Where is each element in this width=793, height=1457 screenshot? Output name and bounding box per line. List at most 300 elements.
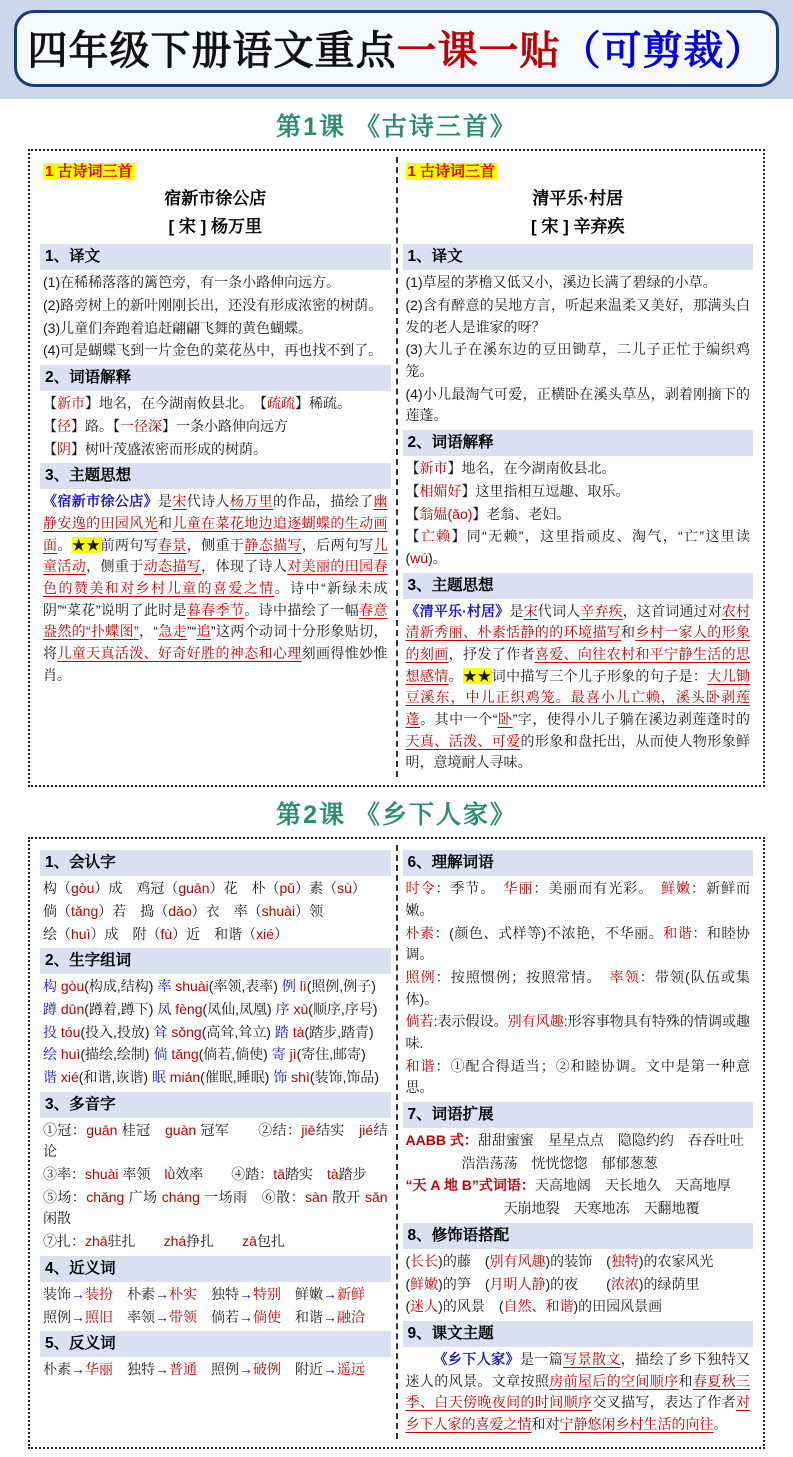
text-run: tà bbox=[292, 1023, 305, 1040]
text-line bbox=[406, 967, 751, 1010]
text-line bbox=[43, 878, 388, 900]
text-run: 新市 bbox=[57, 395, 85, 412]
lesson-heading: 第1课 《古诗三首》 bbox=[276, 113, 517, 141]
text-run: ，抒发了作者 bbox=[448, 646, 535, 663]
text-run: 遥远 bbox=[337, 1361, 365, 1378]
text-run: 率领 bbox=[118, 1166, 165, 1183]
text-run: 冠军 ②结： bbox=[196, 1121, 302, 1138]
text-run: (顺序,序号) bbox=[308, 1000, 378, 1017]
text-run: (蹲着,蹲下) bbox=[84, 1000, 158, 1017]
text-run: 写景散文 bbox=[563, 1350, 621, 1367]
column-divider bbox=[396, 157, 398, 777]
text-run: 带领 bbox=[169, 1308, 197, 1325]
text-run: 例 bbox=[281, 978, 300, 995]
text-run: 《宿新市徐公店》 bbox=[43, 493, 158, 510]
text-run: ( bbox=[405, 1298, 411, 1315]
text-line bbox=[406, 481, 751, 503]
title-banner-box bbox=[14, 10, 779, 87]
text-run: 宋 bbox=[172, 493, 187, 510]
text-run: (和谐,诙谐) bbox=[78, 1068, 152, 1085]
block-heading: 5、反义词 bbox=[40, 1331, 391, 1357]
text-run: 自然、和谐 bbox=[503, 1298, 574, 1315]
text-run: tóu bbox=[60, 1023, 81, 1040]
text-run: jì bbox=[289, 1046, 297, 1063]
text-run: mián bbox=[169, 1068, 201, 1085]
text-run: dūn bbox=[60, 1000, 85, 1017]
text-run: 春夏秋三季、白天傍晚夜间的时间顺序 bbox=[405, 1372, 751, 1411]
block-heading: 1、会认字 bbox=[40, 850, 391, 876]
text-run: zā bbox=[242, 1233, 257, 1250]
text-run: 喜爱、向往农村和平宁静生活的思想感情 bbox=[405, 646, 751, 684]
text-run: ，体现了诗人 bbox=[201, 558, 288, 575]
text-run: 寄 bbox=[271, 1046, 290, 1063]
text-run: sǒng bbox=[171, 1023, 202, 1040]
text-run: ，描绘了乡下独特又迷人的风景。文章按照 bbox=[405, 1350, 751, 1389]
text-line bbox=[43, 491, 388, 686]
text-run: 独特 bbox=[113, 1361, 155, 1378]
text-run: tā bbox=[273, 1166, 285, 1183]
text-run: 照例 bbox=[197, 1361, 239, 1378]
text-run: 相媚好 bbox=[419, 482, 462, 499]
text-line bbox=[406, 458, 751, 480]
text-run: ”“ bbox=[186, 623, 197, 640]
text-run: ）成 附（ bbox=[90, 925, 161, 942]
text-line bbox=[406, 1153, 751, 1175]
text-run: )的农家风光 bbox=[638, 1252, 714, 1269]
text-run: 房前屋后的空间顺序 bbox=[549, 1372, 679, 1389]
text-run: (照例,例子) bbox=[306, 978, 376, 995]
text-run: 谐 bbox=[43, 1068, 61, 1085]
text-run: 和 bbox=[157, 514, 173, 531]
text-run: 独特 bbox=[197, 1285, 239, 1302]
text-run: 乡村一家人的形象的刻画 bbox=[405, 624, 751, 663]
text-run: (1)在稀稀落落的篱笆旁，有一条小路伸向远方。 bbox=[43, 274, 341, 291]
text-run: ：按照惯例；按照常情。 bbox=[435, 968, 610, 985]
lesson-tag-label: 1 古诗词三首 bbox=[407, 163, 496, 180]
text-run: sàn bbox=[304, 1188, 328, 1205]
text-run: ）素（ bbox=[295, 880, 338, 897]
text-line bbox=[43, 976, 388, 998]
text-run: ★★ bbox=[462, 667, 492, 684]
text-run: 对乡下人家的喜爱之情 bbox=[405, 1394, 751, 1432]
text-run: 踏 bbox=[274, 1023, 293, 1040]
text-run: 和谐 bbox=[405, 1057, 436, 1074]
text-run: 春意盎然的“扑蝶图” bbox=[43, 601, 388, 640]
text-run: 和对 bbox=[531, 1415, 560, 1432]
text-run: 翁媪(ǎo) bbox=[419, 505, 473, 522]
text-run: 广场 bbox=[124, 1188, 162, 1205]
text-line bbox=[406, 1175, 751, 1197]
text-run: shuài bbox=[261, 902, 296, 919]
text-run: ：和睦协调。 bbox=[405, 924, 751, 963]
text-run: 】这里指相互逗趣、取乐。 bbox=[461, 482, 630, 499]
text-run: 率 bbox=[157, 978, 176, 995]
text-run: tǎng bbox=[171, 1046, 199, 1063]
text-run: (1)草屋的茅檐又低又小，溪边长满了碧绿的小草。 bbox=[405, 274, 717, 291]
text-run: lǜ bbox=[164, 1166, 176, 1183]
text-run: “天 A 地 B”式词语： bbox=[405, 1177, 535, 1194]
text-run: 】路。【 bbox=[71, 417, 120, 434]
text-run: 闲散 bbox=[43, 1210, 71, 1227]
text-line bbox=[406, 601, 751, 775]
text-line bbox=[406, 384, 751, 427]
text-run: shuài bbox=[175, 978, 209, 995]
lesson-tag bbox=[43, 160, 388, 183]
text-run: 迷人 bbox=[410, 1298, 439, 1315]
text-run: zhā bbox=[85, 1233, 108, 1250]
text-run: 【 bbox=[43, 440, 57, 457]
lesson-column-right bbox=[399, 845, 758, 1439]
text-line bbox=[406, 1296, 751, 1318]
text-run: 鲜嫩 bbox=[281, 1285, 323, 1302]
text-run: (率领,表率) bbox=[208, 978, 282, 995]
text-run: 】地名，在今湖南攸县北。 【 bbox=[85, 395, 267, 412]
block-heading: 9、课文主题 bbox=[403, 1321, 754, 1347]
text-line bbox=[43, 999, 388, 1021]
text-run: )的藤 ( bbox=[438, 1252, 490, 1269]
text-run: 结实 bbox=[315, 1121, 360, 1138]
text-run: 急走 bbox=[157, 623, 187, 640]
text-run: 一径深 bbox=[120, 417, 162, 434]
text-run: (4)可是蝴蝶飞到一片金色的菜花丛中，再也找不到了。 bbox=[43, 342, 383, 359]
text-run: gòu bbox=[60, 978, 85, 995]
title-banner bbox=[0, 0, 793, 99]
text-run: 和 bbox=[678, 1372, 693, 1389]
text-run: guān bbox=[178, 880, 210, 897]
text-run: (凤仙,凤凰) bbox=[202, 1000, 276, 1017]
block-heading: 3、多音字 bbox=[40, 1092, 391, 1118]
text-run: )的笋 ( bbox=[438, 1275, 490, 1292]
text-run: 。 bbox=[713, 1415, 728, 1432]
text-run: 和谐 bbox=[281, 1308, 323, 1325]
text-run: 动态描写 bbox=[143, 558, 202, 575]
text-run: 破例 bbox=[253, 1361, 281, 1378]
text-run: → bbox=[239, 1285, 253, 1302]
poem-title bbox=[43, 185, 388, 241]
text-run: 和 bbox=[621, 624, 636, 641]
text-run: 】地名，在今湖南攸县北。 bbox=[447, 460, 616, 477]
text-line bbox=[43, 416, 388, 438]
text-line bbox=[43, 1307, 388, 1329]
text-run: 一场雨 ⑥散： bbox=[199, 1188, 305, 1205]
text-run: 径 bbox=[57, 417, 71, 434]
text-line bbox=[406, 1274, 751, 1296]
poem-title-line: [ 宋 ] 辛弃疾 bbox=[531, 217, 625, 237]
text-run: 华丽 bbox=[503, 880, 534, 897]
text-line bbox=[43, 439, 388, 461]
text-run: 时令 bbox=[405, 880, 436, 897]
text-run: 独特 bbox=[610, 1252, 639, 1269]
text-run: ）成 鸡冠（ bbox=[94, 880, 179, 897]
text-run: 亡赖 bbox=[420, 528, 452, 545]
text-run: ⑤场： bbox=[43, 1188, 87, 1205]
text-run: 代词人 bbox=[537, 602, 581, 619]
text-run: xù bbox=[293, 1000, 309, 1017]
text-line bbox=[406, 295, 751, 338]
text-run: ：美丽而有光彩。 bbox=[533, 880, 662, 897]
text-run: 【 bbox=[43, 417, 57, 434]
text-line bbox=[406, 923, 751, 966]
text-run: shì bbox=[291, 1068, 310, 1085]
text-run: 融洽 bbox=[337, 1308, 365, 1325]
text-line bbox=[43, 1044, 388, 1066]
text-run: → bbox=[71, 1285, 85, 1302]
text-run: 。 bbox=[448, 667, 463, 684]
text-run: 】树叶茂盛浓密而形成的树荫。 bbox=[71, 440, 267, 457]
text-run: 结论 bbox=[43, 1121, 388, 1160]
text-line bbox=[43, 1359, 388, 1381]
text-run: ①冠： bbox=[43, 1121, 87, 1138]
text-run: ③率： bbox=[43, 1166, 85, 1183]
text-run: 鲜嫩 bbox=[410, 1275, 439, 1292]
text-line bbox=[406, 526, 751, 569]
text-run: 是一篇 bbox=[519, 1350, 564, 1367]
text-run: 交叉描写，表达了作者 bbox=[592, 1394, 737, 1411]
text-run: → bbox=[155, 1361, 169, 1378]
text-run: 月明人静 bbox=[489, 1275, 546, 1292]
text-run: (2)含有醉意的吴地方言，听起来温柔又美好，那满头白发的老人是谁家的呀？ bbox=[405, 297, 750, 335]
text-run: ，“ bbox=[138, 623, 158, 640]
text-run: 。诗中“新绿未成阴”“菜花”说明了此时是 bbox=[43, 579, 388, 618]
text-run: ，后两句写 bbox=[301, 536, 374, 553]
text-run: 。其中一个“ bbox=[420, 711, 498, 728]
text-run: → bbox=[155, 1308, 169, 1325]
text-run: 】稀疏。 bbox=[295, 395, 351, 412]
text-run: 刻画得惟妙惟肖。 bbox=[43, 645, 388, 683]
text-line bbox=[43, 1231, 388, 1253]
text-run: 别有风趣 bbox=[489, 1252, 546, 1269]
text-run: ，侧重于 bbox=[86, 558, 144, 575]
text-run: 率领 bbox=[113, 1308, 155, 1325]
text-run: → bbox=[323, 1285, 337, 1302]
text-run: 】同“无赖”，这里指顽皮、淘气，“亡”这里读( bbox=[405, 528, 750, 566]
text-run: guàn bbox=[165, 1121, 197, 1138]
text-run: (描绘,绘制) bbox=[80, 1046, 154, 1063]
text-run: )的夜 ( bbox=[545, 1275, 611, 1292]
text-run: 朴素 bbox=[113, 1285, 155, 1302]
text-line bbox=[43, 1187, 388, 1230]
text-run: 辛弃疾 bbox=[580, 602, 623, 619]
text-run: → bbox=[71, 1308, 85, 1325]
text-run: zhá bbox=[163, 1233, 187, 1250]
block-heading: 2、词语解释 bbox=[40, 365, 391, 391]
text-run: jiē bbox=[301, 1121, 316, 1138]
text-run: 宁静悠闲乡村生活的向往 bbox=[559, 1415, 714, 1432]
text-run: ，侧重于 bbox=[186, 536, 245, 553]
text-run: 散开 bbox=[327, 1188, 365, 1205]
text-run: ）衣 率（ bbox=[191, 902, 262, 919]
text-run: 代诗人 bbox=[186, 493, 230, 510]
text-run: 的作品，描绘了 bbox=[272, 493, 374, 510]
text-run: 饰 bbox=[273, 1068, 292, 1085]
block-heading: 8、修饰语搭配 bbox=[403, 1223, 754, 1249]
block-heading: 1、译文 bbox=[40, 244, 391, 270]
text-run: dǎo bbox=[168, 902, 192, 919]
text-run: 倘若 bbox=[405, 1013, 434, 1030]
text-run: 凤 bbox=[157, 1000, 176, 1017]
text-run: 幽静安逸的田园风光 bbox=[43, 493, 388, 531]
text-run: 大儿锄豆溪东，中儿正织鸡笼。最喜小儿亡赖，溪头卧剥莲蓬 bbox=[405, 667, 751, 728]
text-run: ( bbox=[405, 1252, 411, 1269]
text-run: (倘若,倘使) bbox=[198, 1046, 272, 1063]
title-part-main: 四年级下册语文重点 bbox=[27, 27, 397, 74]
text-run: 阴 bbox=[57, 440, 71, 457]
text-run: 农村清新秀丽、朴素恬静的的环境描写 bbox=[405, 602, 751, 641]
text-run: 儿童活动 bbox=[43, 536, 388, 575]
text-run: ”字，使得小儿子躺在溪边剥莲蓬时的 bbox=[512, 711, 751, 728]
text-run: 踏实 bbox=[284, 1166, 327, 1183]
text-run: 朴素 bbox=[43, 1361, 71, 1378]
block-heading: 2、词语解释 bbox=[403, 430, 754, 456]
text-run: → bbox=[155, 1285, 169, 1302]
text-line bbox=[406, 272, 751, 294]
text-run: 浓浓 bbox=[610, 1275, 639, 1292]
text-run: 【 bbox=[405, 460, 420, 477]
poem-title bbox=[406, 185, 751, 241]
text-run: ”这两个动词十分形象贴切，将 bbox=[43, 623, 388, 662]
text-run: lì bbox=[299, 978, 307, 995]
text-run: (踏步,踏青) bbox=[304, 1023, 374, 1040]
text-run: AABB 式： bbox=[405, 1132, 478, 1149]
text-run: ）领 bbox=[295, 902, 324, 919]
text-run: ）若 捣（ bbox=[98, 902, 169, 919]
text-run: 浩浩荡荡 恍恍惚惚 郁郁葱葱 bbox=[405, 1154, 658, 1171]
text-run: → bbox=[239, 1361, 253, 1378]
text-run: 《乡下人家》 bbox=[433, 1350, 520, 1367]
title-part-note: （可剪裁） bbox=[560, 27, 766, 74]
text-run: 鲜嫩 bbox=[661, 880, 692, 897]
text-run: 眠 bbox=[151, 1068, 170, 1085]
text-run: gòu bbox=[71, 880, 95, 897]
text-run: 和谐 bbox=[663, 924, 693, 941]
block-heading: 3、主题思想 bbox=[403, 573, 754, 599]
text-run: cháng bbox=[161, 1188, 200, 1205]
lesson-column-left bbox=[36, 157, 395, 777]
text-run: ⑦扎： bbox=[43, 1233, 85, 1250]
text-line bbox=[406, 1011, 751, 1054]
text-run: chǎng bbox=[86, 1188, 125, 1205]
text-run: 前两句写 bbox=[100, 536, 158, 553]
text-line bbox=[406, 1349, 751, 1436]
text-run: fù bbox=[160, 925, 173, 942]
text-run: (4)小儿最淘气可爱，正横卧在溪头草丛，剥着刚摘下的莲蓬。 bbox=[405, 385, 750, 424]
text-run: → bbox=[323, 1308, 337, 1325]
text-run: )。 bbox=[428, 549, 447, 566]
text-run: 倘（ bbox=[43, 902, 71, 919]
text-run: 华丽 bbox=[85, 1361, 113, 1378]
text-run: 朴实 bbox=[169, 1285, 197, 1302]
text-run: 绘 bbox=[43, 1046, 61, 1063]
text-run: 蹲 bbox=[43, 1000, 61, 1017]
text-line bbox=[43, 272, 388, 294]
text-line bbox=[43, 1067, 388, 1089]
lesson-box bbox=[28, 837, 765, 1449]
text-run: shuài bbox=[85, 1166, 119, 1183]
text-run: 【 bbox=[43, 395, 57, 412]
text-run: 天高地阔 天长地久 天高地厚 bbox=[534, 1177, 731, 1194]
text-run: (3)儿童们奔跑着追赶翩翩飞舞的黄色蝴蝶。 bbox=[43, 319, 313, 336]
text-run: 新鲜 bbox=[337, 1285, 365, 1302]
block-heading: 6、理解词语 bbox=[403, 850, 754, 876]
text-run: 。诗中描绘了一幅 bbox=[244, 601, 360, 618]
text-run: 【 bbox=[405, 505, 420, 522]
text-run: 照例 bbox=[405, 968, 436, 985]
poem-title-line: 清平乐·村居 bbox=[532, 189, 624, 209]
text-run: 是 bbox=[509, 602, 524, 619]
text-run: 耸 bbox=[153, 1023, 172, 1040]
block-heading: 7、词语扩展 bbox=[403, 1102, 754, 1128]
text-run: 特别 bbox=[253, 1285, 281, 1302]
text-run: 绘（ bbox=[43, 925, 71, 942]
text-run: 《清平乐·村居》 bbox=[405, 602, 510, 619]
text-run: ：(颜色、式样等)不浓艳，不华丽。 bbox=[434, 924, 664, 941]
text-line bbox=[43, 1120, 388, 1163]
text-run: 对美丽的田园春色的赞美和对乡村儿童的喜爱之情 bbox=[43, 558, 388, 596]
text-line bbox=[43, 393, 388, 415]
text-run: (催眠,睡眠) bbox=[200, 1068, 274, 1085]
text-run: ：季节。 bbox=[435, 880, 504, 897]
text-run: 构（ bbox=[43, 880, 71, 897]
text-line bbox=[43, 901, 388, 923]
text-line bbox=[406, 1198, 751, 1220]
text-run: 驻扎 bbox=[107, 1233, 164, 1250]
text-run: 】一条小路伸向远方 bbox=[162, 417, 288, 434]
text-run: 装饰 bbox=[43, 1285, 71, 1302]
lesson-heading: 第2课 《乡下人家》 bbox=[276, 801, 517, 830]
lesson-tag-label: 1 古诗词三首 bbox=[45, 163, 133, 180]
text-run: tǎng bbox=[71, 902, 99, 919]
text-run: (寄住,邮寄) bbox=[296, 1046, 366, 1063]
text-run: ：①配合得适当；②和睦协调。文中是第一种意思。 bbox=[405, 1057, 751, 1096]
text-run: 】老翁、老妇。 bbox=[472, 505, 571, 522]
text-run: ）花 朴（ bbox=[209, 880, 280, 897]
text-run: 别有风趣 bbox=[507, 1013, 564, 1030]
text-run: 追 bbox=[196, 623, 211, 640]
text-line bbox=[406, 878, 751, 921]
text-run: 儿童在菜花地边追逐蝴蝶的生动画面 bbox=[43, 514, 388, 553]
text-run: ★★ bbox=[71, 536, 101, 553]
text-run: 照旧 bbox=[85, 1308, 113, 1325]
text-run: (投入,投放) bbox=[80, 1023, 154, 1040]
text-run: 序 bbox=[275, 1000, 294, 1017]
text-run: 普通 bbox=[169, 1361, 197, 1378]
text-run: ） bbox=[274, 925, 289, 942]
text-run: (3)大儿子在溪东边的豆田锄草，二儿子正忙于编织鸡笼。 bbox=[405, 341, 750, 380]
text-run: fèng bbox=[175, 1000, 203, 1017]
text-run: 甜甜蜜蜜 星星点点 隐隐约约 吞吞吐吐 bbox=[477, 1132, 744, 1149]
text-run: 照例 bbox=[43, 1308, 71, 1325]
text-run: 倘使 bbox=[253, 1308, 281, 1325]
text-run: huì bbox=[71, 925, 91, 942]
text-run: (构成,结构) bbox=[84, 978, 158, 995]
lesson-box bbox=[28, 149, 765, 787]
text-run: tà bbox=[326, 1166, 339, 1183]
text-run: 的形象和盘托出，从而使人物形象鲜明，意境耐人寻味。 bbox=[405, 732, 751, 771]
text-run: 杨万里 bbox=[229, 493, 273, 510]
block-heading: 2、生字组词 bbox=[40, 948, 391, 974]
text-run: (装饰,饰品) bbox=[309, 1068, 380, 1085]
text-run: )的田园风景画 bbox=[573, 1298, 663, 1315]
text-line bbox=[43, 1164, 388, 1186]
text-run: → bbox=[239, 1308, 253, 1325]
text-run: 踏步 bbox=[338, 1166, 367, 1183]
text-line bbox=[43, 318, 388, 340]
text-run: 率领 bbox=[609, 968, 640, 985]
column-divider bbox=[396, 845, 398, 1439]
text-run: 挣扎 bbox=[186, 1233, 243, 1250]
text-line bbox=[43, 1284, 388, 1306]
text-run: huì bbox=[60, 1046, 81, 1063]
